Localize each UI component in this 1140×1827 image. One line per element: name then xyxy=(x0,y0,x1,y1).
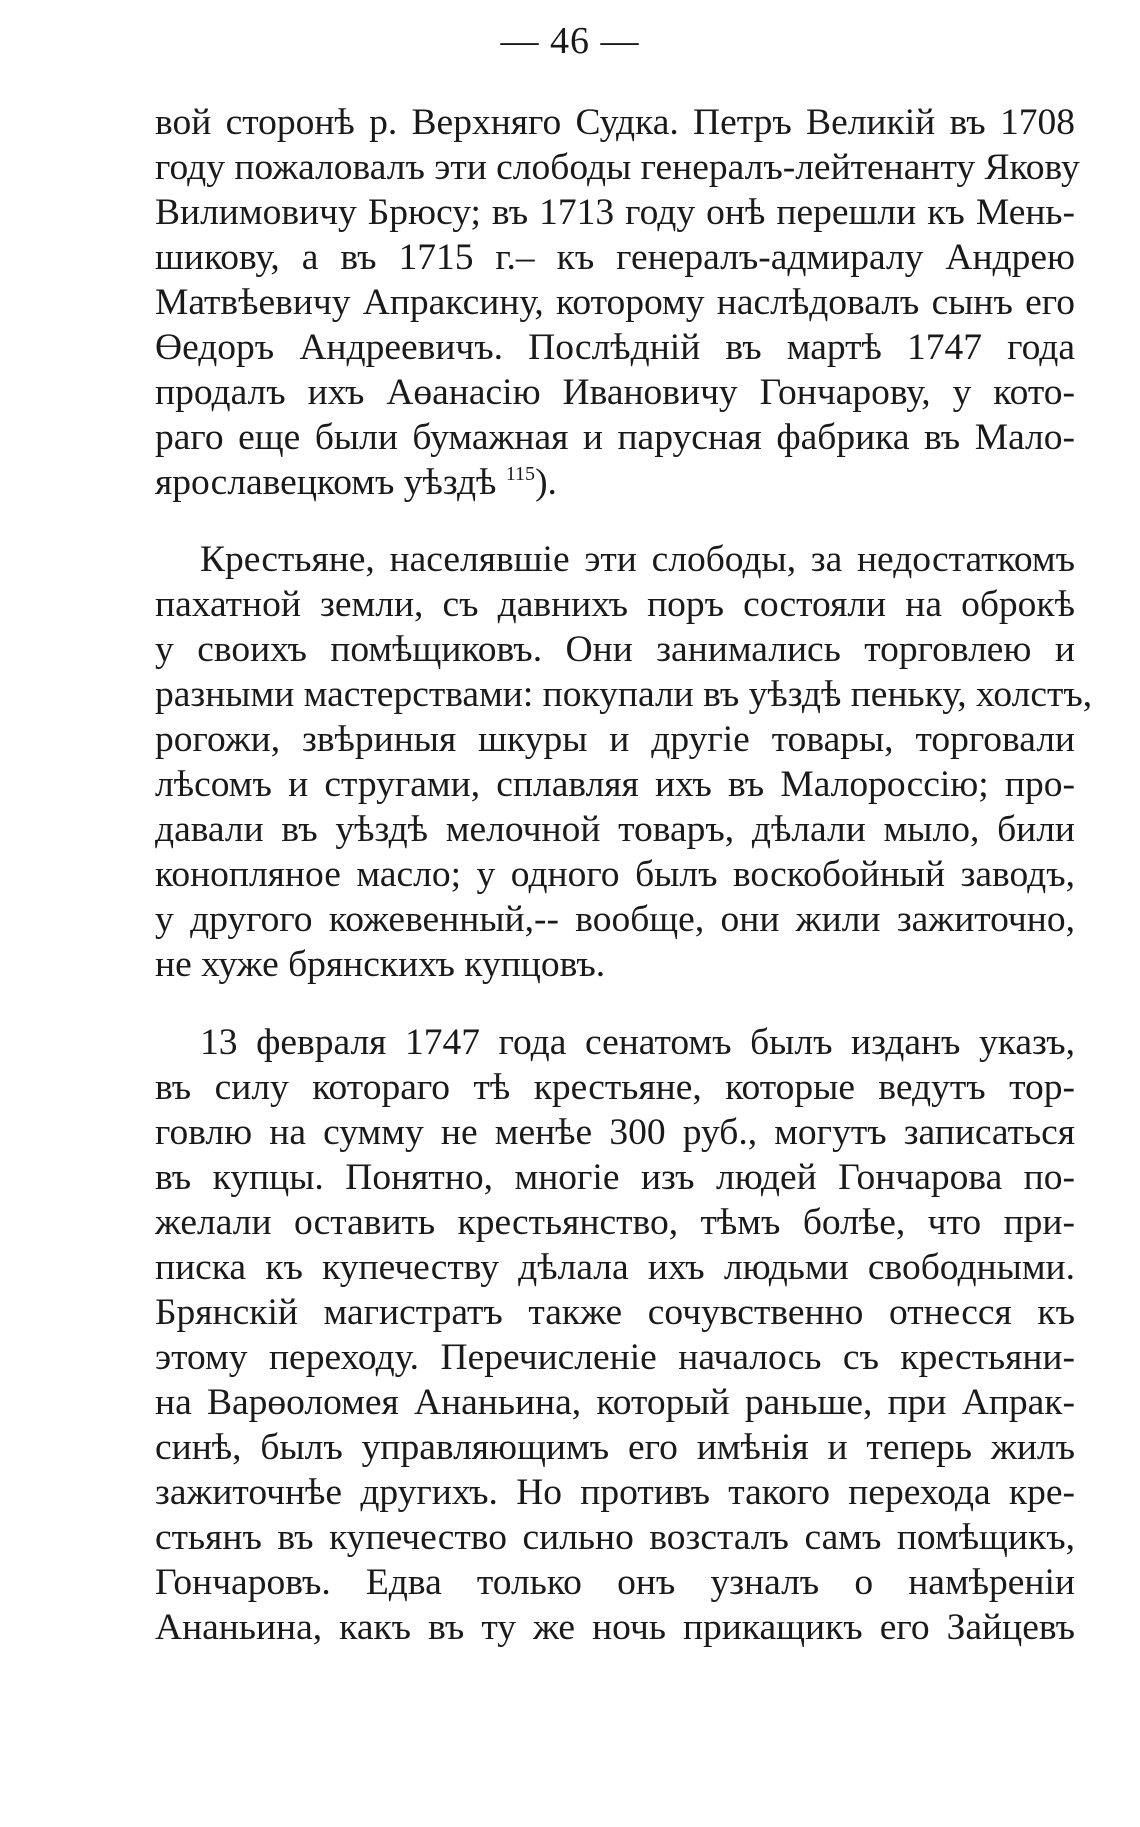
text-line: Вилимовичу Брюсу; въ 1713 году онѣ перешли къ Мень- xyxy=(155,192,1075,233)
text-line: у другого кожевенный,-- вообще, они жили зажиточно, xyxy=(155,899,1075,940)
closing-punctuation: ). xyxy=(535,462,557,503)
text-line: 13 февраля 1747 года сенатомъ былъ изданъ указъ, xyxy=(200,1022,1075,1063)
text-line: конопляное масло; у одного былъ воскобойный заводъ, xyxy=(155,854,1075,895)
text-line: стьянъ въ купечество сильно возсталъ самъ помѣщикъ, xyxy=(155,1517,1075,1558)
text-line: Брянскій магистратъ также сочувственно отнесся къ xyxy=(155,1292,1075,1333)
text-line: Матвѣевичу Апраксину, которому наслѣдовалъ сынъ его xyxy=(155,282,1075,323)
text-line: синѣ, былъ управляющимъ его имѣнія и теперь жилъ xyxy=(155,1427,1075,1468)
text-line: Ананьина, какъ въ ту же ночь прикащикъ его Зайцевъ xyxy=(155,1607,1075,1648)
text-line: рогожи, звѣриныя шкуры и другіе товары, торговали xyxy=(155,719,1075,760)
text-line: шикову, а въ 1715 г.– къ генералъ-адмиралу Андрею xyxy=(155,237,1075,278)
text-line: въ купцы. Понятно, многіе изъ людей Гончарова по- xyxy=(155,1157,1075,1198)
text-line: году пожаловалъ эти слободы генералъ-лейтенанту Якову xyxy=(155,147,1080,188)
paragraph-2 xyxy=(155,537,1093,987)
text-line: не хуже брянскихъ купцовъ. xyxy=(155,944,606,985)
text-line: этому переходу. Перечисленіе началось съ крестьяни- xyxy=(155,1337,1075,1378)
text-line: зажиточнѣе другихъ. Но противъ такого перехода кре- xyxy=(155,1472,1075,1513)
text-line: желали оставить крестьянство, тѣмъ болѣе, что при- xyxy=(155,1202,1075,1243)
text-line: продалъ ихъ Аөанасію Ивановичу Гончарову, у кото- xyxy=(155,372,1075,413)
text-line: пахатной земли, съ давнихъ поръ состояли на оброкѣ xyxy=(155,584,1075,625)
paragraph-1 xyxy=(155,100,1080,505)
paragraph-3 xyxy=(155,1020,1075,1650)
text-line: Крестьяне, населявшіе эти слободы, за недостаткомъ xyxy=(200,539,1075,580)
page-number: — 46 — xyxy=(500,20,640,62)
text-line: у своихъ помѣщиковъ. Они занимались торговлею и xyxy=(155,629,1075,670)
text-line: въ силу котораго тѣ крестьяне, которые ведутъ тор- xyxy=(155,1067,1075,1108)
text-line: писка къ купечеству дѣлала ихъ людьми свободными. xyxy=(155,1247,1075,1288)
text-line: разными мастерствами: покупали въ уѣздѣ пеньку, холстъ, xyxy=(155,674,1093,715)
text-line: говлю на сумму не менѣе 300 руб., могутъ записаться xyxy=(155,1112,1075,1153)
text-line: вой сторонѣ р. Верхняго Судка. Петръ Великій въ 1708 xyxy=(155,102,1075,143)
text-line: ярославецкомъ уѣздѣ xyxy=(155,462,497,503)
footnote-reference: 115 xyxy=(505,463,536,485)
text-line: давали въ уѣздѣ мелочной товаръ, дѣлали мыло, били xyxy=(155,809,1075,850)
text-line: Өедоръ Андреевичъ. Послѣдній въ мартѣ 1747 года xyxy=(155,327,1075,368)
text-line: лѣсомъ и стругами, сплавляя ихъ въ Малороссію; про- xyxy=(155,764,1075,805)
text-line: раго еще были бумажная и парусная фабрика въ Мало- xyxy=(155,417,1075,458)
text-line-with-footnote xyxy=(155,460,1075,505)
text-line: Гончаровъ. Едва только онъ узналъ о намѣреніи xyxy=(155,1562,1075,1603)
text-line: на Варөоломея Ананьина, который раньше, при Апрак- xyxy=(155,1382,1075,1423)
